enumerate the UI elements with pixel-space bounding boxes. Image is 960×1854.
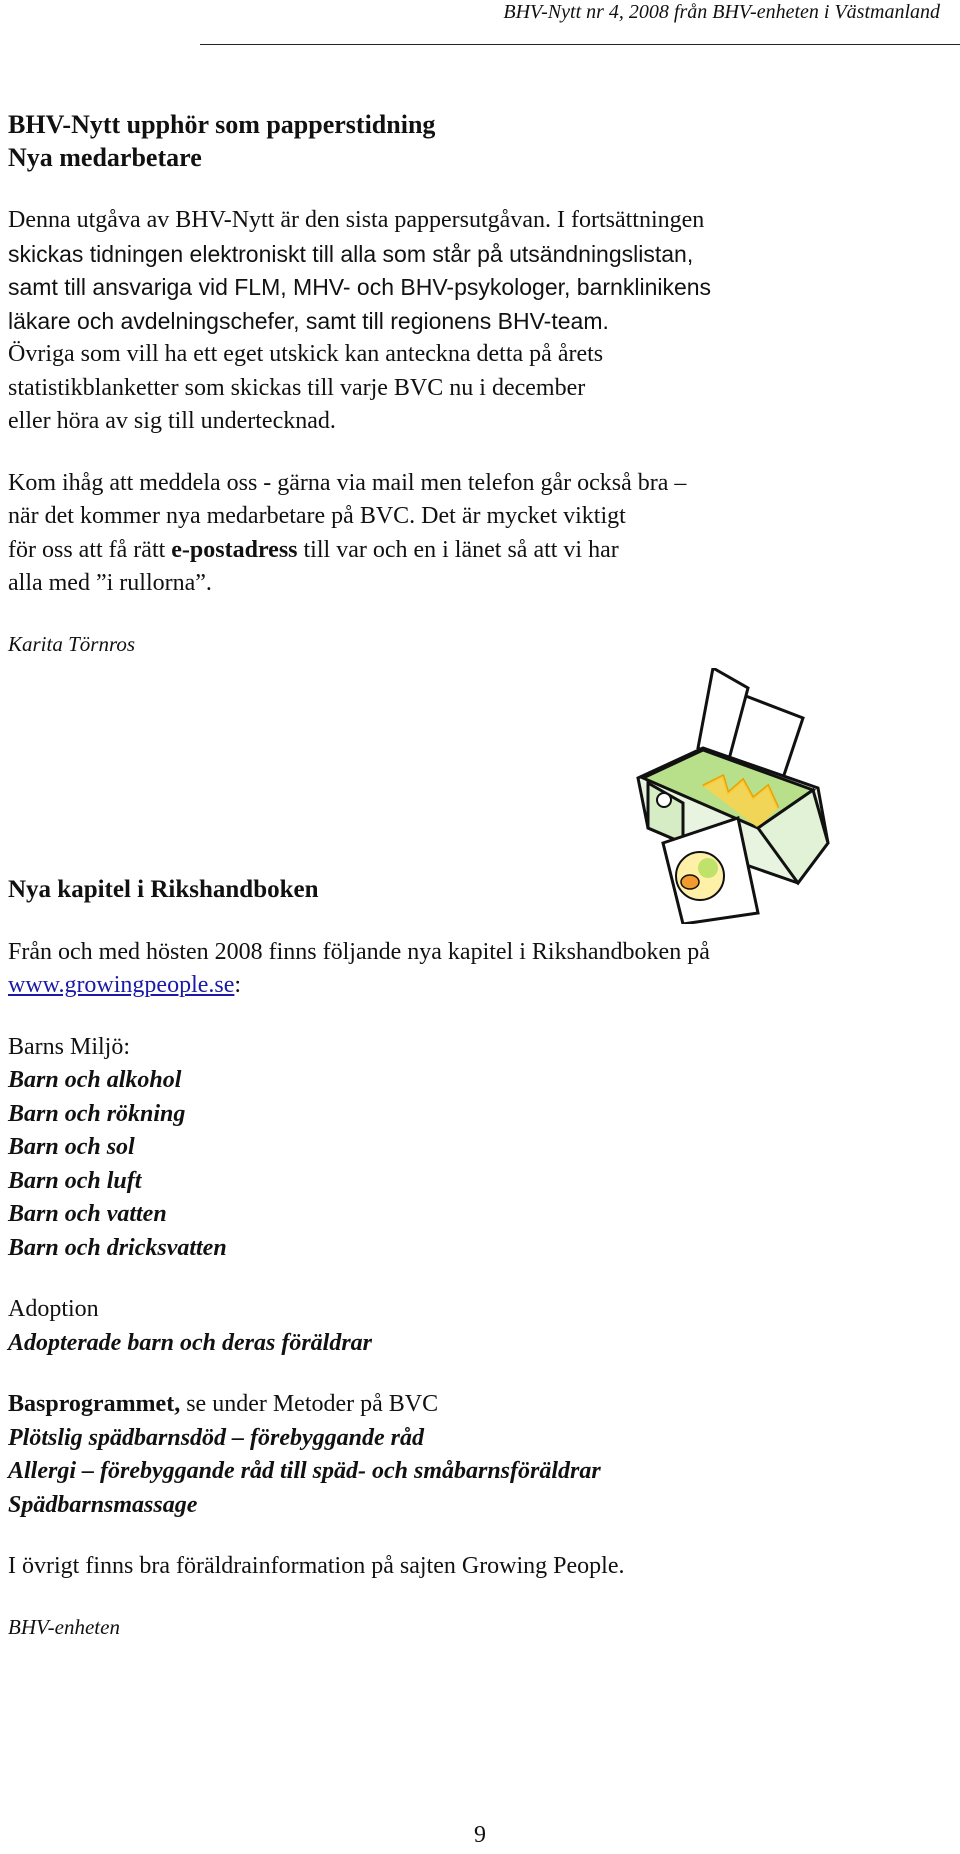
para1-sans-line: läkare och avdelningschefer, samt till regionens BHV-team. bbox=[8, 307, 609, 334]
section1-title-line2: Nya medarbetare bbox=[8, 143, 202, 172]
para1-sans-line: skickas tidningen elektroniskt till alla som står på utsändningslistan, bbox=[8, 240, 694, 267]
running-header bbox=[140, 0, 960, 24]
para1-serif-line: statistikblanketter som skickas till varje BVC nu i december bbox=[8, 374, 586, 401]
intro-line2 bbox=[8, 969, 908, 1003]
chapter-item: Barn och alkohol bbox=[8, 1067, 182, 1093]
group-label bbox=[8, 1388, 908, 1422]
printer-clipart-icon bbox=[628, 668, 848, 924]
para2-line: Kom ihåg att meddela oss - gärna via mail men telefon går också bra – bbox=[8, 469, 687, 496]
para1-line1: Denna utgåva av BHV-Nytt är den sista pappersutgåvan. I fortsättningen bbox=[8, 207, 705, 233]
group-label: Barns Miljö: bbox=[8, 1033, 131, 1060]
chapter-item: Plötslig spädbarnsdöd – förebyggande råd bbox=[8, 1424, 425, 1451]
chapter-item: Adopterade barn och deras föräldrar bbox=[8, 1329, 373, 1356]
group-basprogrammet bbox=[8, 1388, 908, 1522]
header-divider bbox=[200, 44, 960, 45]
signature-bhv-enheten: BHV-enheten bbox=[8, 1614, 120, 1639]
para2-line4: alla med ”i rullorna”. bbox=[8, 570, 212, 596]
intro-line1: Från och med hösten 2008 finns följande nya kapitel i Rikshandboken på bbox=[8, 938, 710, 965]
intro-colon: : bbox=[234, 972, 242, 998]
email-address-emphasis: e-postadress bbox=[171, 536, 298, 563]
para1-sans-line: samt till ansvariga vid FLM, MHV- och BHV-psykologer, barnklinikens bbox=[8, 274, 712, 300]
section1-title-line1: BHV-Nytt upphör som papperstidning bbox=[8, 110, 436, 139]
group-barns-miljo bbox=[8, 1031, 908, 1266]
para2-line3-before: för oss att få rätt bbox=[8, 536, 172, 563]
page-number: 9 bbox=[474, 1822, 486, 1848]
growingpeople-link[interactable]: www.growingpeople.se bbox=[8, 972, 235, 998]
running-title: BHV-Nytt nr 4, 2008 från BHV-enheten i Västmanland bbox=[503, 1, 940, 23]
chapter-item: Barn och vatten bbox=[8, 1201, 167, 1227]
para1-serif-line: eller höra av sig till undertecknad. bbox=[8, 408, 336, 434]
chapter-item: Barn och dricksvatten bbox=[8, 1234, 227, 1261]
chapter-item: Barn och sol bbox=[8, 1134, 135, 1160]
group-label-bold: Basprogrammet, bbox=[8, 1391, 181, 1417]
para2-line3-after: till var och en i länet så att vi har bbox=[297, 536, 619, 563]
section2-title: Nya kapitel i Rikshandboken bbox=[8, 875, 319, 903]
para2-line: när det kommer nya medarbetare på BVC. Det är mycket viktigt bbox=[8, 503, 626, 529]
chapter-item: Barn och rökning bbox=[8, 1100, 186, 1127]
closing-line: I övrigt finns bra föräldrainformation på sajten Growing People. bbox=[8, 1553, 625, 1579]
para1-serif-line: Övriga som vill ha ett eget utskick kan anteckna detta på årets bbox=[8, 341, 604, 367]
chapter-item: Barn och luft bbox=[8, 1167, 142, 1194]
chapter-item: Allergi – förebyggande råd till späd- och småbarnsföräldrar bbox=[8, 1458, 601, 1484]
group-label-rest: se under Metoder på BVC bbox=[180, 1391, 439, 1417]
signature-karita: Karita Törnros bbox=[8, 631, 136, 656]
group-label: Adoption bbox=[8, 1296, 99, 1322]
chapter-item: Spädbarnsmassage bbox=[8, 1491, 198, 1518]
para2-line3 bbox=[8, 534, 908, 568]
group-adoption bbox=[8, 1293, 908, 1360]
